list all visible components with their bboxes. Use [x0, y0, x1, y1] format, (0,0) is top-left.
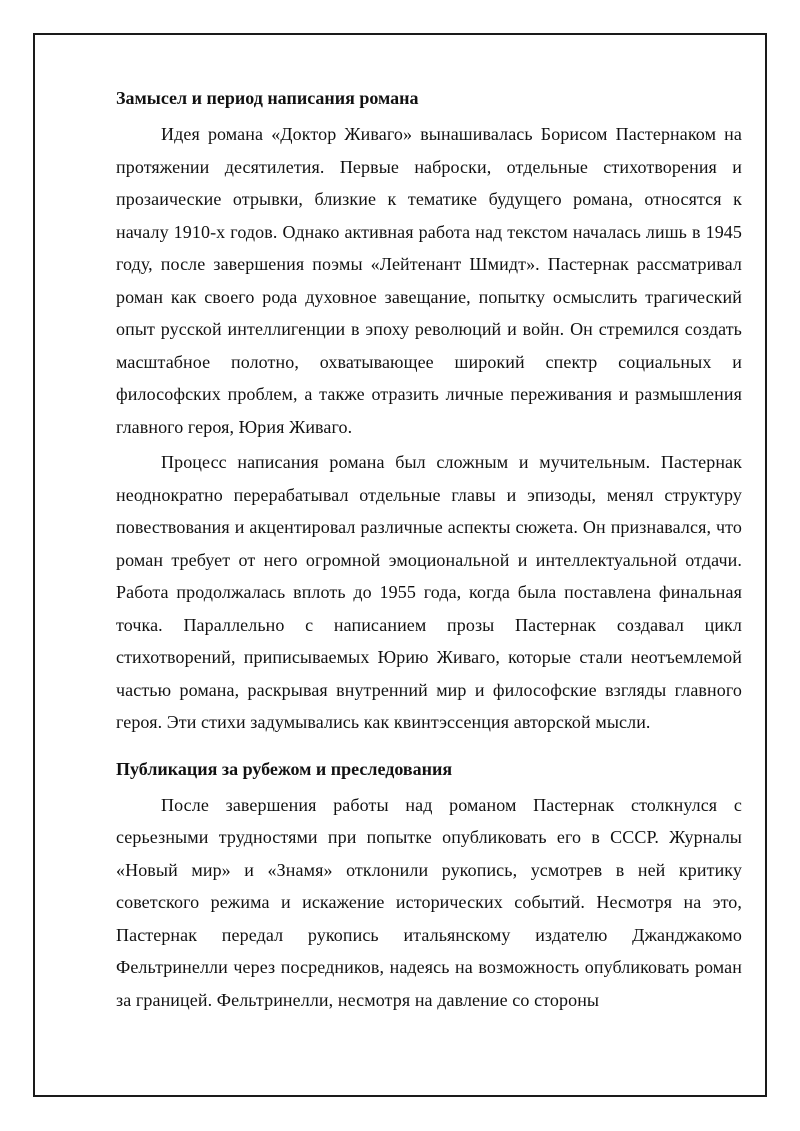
document-body [116, 84, 742, 1019]
paragraph-idea: Идея романа «Доктор Живаго» вынашивалась Борисом Пастернаком на протяжении десятилетия. Первые наброски, отдельные стихотворения и прозаические отрывки, близкие к тематике будущего романа, относятся к началу 1910-х годов. Однако активная работа над текстом началась лишь в 1945 году, после завершения поэмы «Лейтенант Шмидт». Пастернак рассматривал роман как своего рода духовное завещание, попытку осмыслить трагический опыт русской интеллигенции в эпоху революций и войн. Он стремился создать масштабное полотно, охватывающее широкий спектр социальных и философских проблем, а также отразить личные переживания и размышления главного героя, Юрия Живаго. [116, 124, 742, 437]
paragraph-writing-process: Процесс написания романа был сложным и мучительным. Пастернак неоднократно перерабатывал отдельные главы и эпизоды, менял структуру повествования и акцентировал различные аспекты сюжета. Он признавался, что роман требует от него огромной эмоциональной и интеллектуальной отдачи. Работа продолжалась вплоть до 1955 года, когда была поставлена финальная точка. Параллельно с написанием прозы Пастернак создавал цикл стихотворений, приписываемых Юрию Живаго, которые стали неотъемлемой частью романа, раскрывая внутренний мир и философские взгляды главного героя. Эти стихи задумывались как квинтэссенция авторской мысли. [116, 452, 742, 732]
section-heading-publication: Публикация за рубежом и преследования [116, 758, 453, 779]
paragraph-publication: После завершения работы над романом Пастернак столкнулся с серьезными трудностями при попытке опубликовать его в СССР. Журналы «Новый мир» и «Знамя» отклонили рукопись, усмотрев в ней критику советского режима и искажение исторических событий. Несмотря на это, Пастернак передал рукопись итальянскому издателю Джанджакомо Фельтринелли через посредников, надеясь на возможность опубликовать роман за границей. Фельтринелли, несмотря на давление со стороны [116, 794, 742, 1010]
section-heading-conception: Замысел и период написания романа [116, 88, 419, 108]
